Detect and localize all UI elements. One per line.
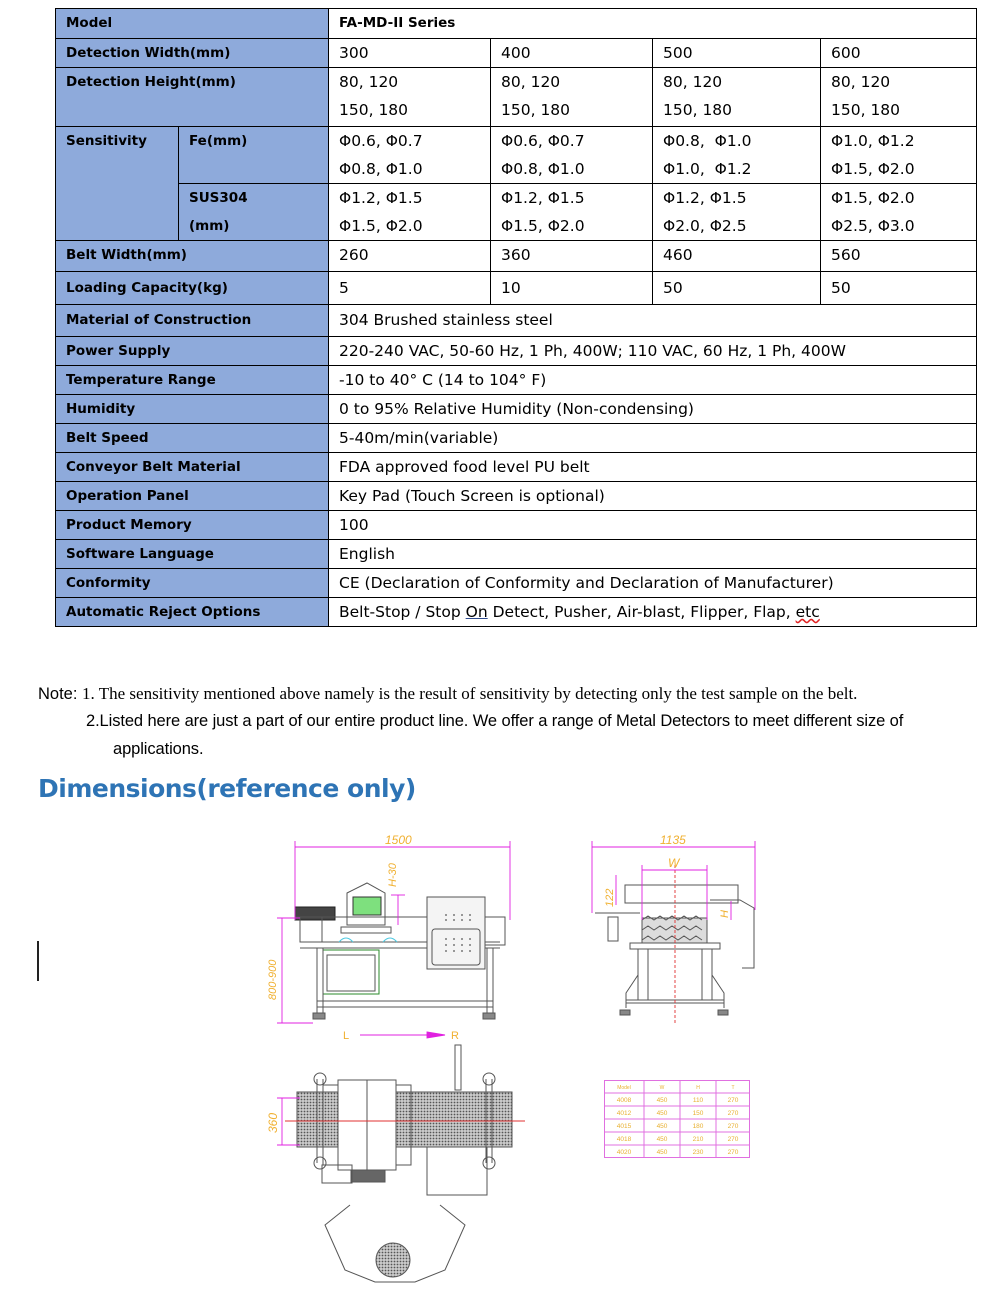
model-table-cell: 210 [692, 1136, 704, 1143]
line: SUS304 [189, 190, 248, 206]
label-sus304 [179, 184, 329, 241]
line: 80, 120 [663, 73, 723, 91]
line: Φ1.5, Φ2.0 [501, 217, 585, 235]
dim-belt-width: 360 [266, 1112, 280, 1133]
label-sensitivity: Sensitivity [56, 127, 179, 241]
spec-row [56, 453, 977, 482]
model-table-cell: 110 [692, 1097, 704, 1104]
spec-value: 5-40m/min(variable) [329, 424, 977, 453]
spec-value: 304 Brushed stainless steel [329, 305, 977, 337]
value-detection-width: 400 [491, 39, 653, 68]
model-table-cell: 4008 [616, 1097, 632, 1104]
line: 80, 120 [339, 73, 399, 91]
model-table-cell: 450 [656, 1097, 668, 1104]
model-table-header: W [659, 1085, 665, 1091]
model-table-header: H [696, 1085, 700, 1091]
model-table-cell: 4015 [616, 1123, 632, 1130]
line: Φ1.5, Φ2.0 [831, 160, 915, 178]
line: Φ1.2, Φ1.5 [339, 189, 423, 207]
spec-value: FDA approved food level PU belt [329, 453, 977, 482]
front-view-drawing [255, 825, 525, 1045]
line: Φ1.0, Φ1.2 [663, 160, 752, 178]
line: 150, 180 [831, 101, 901, 119]
row-detection-height [56, 68, 977, 127]
value-detection-width: 600 [821, 39, 977, 68]
model-table-cell: 4012 [616, 1110, 632, 1117]
model-table-cell: 450 [656, 1123, 668, 1130]
line: 80, 120 [831, 73, 891, 91]
model-table-cell: 450 [656, 1110, 668, 1117]
model-table-cell: 450 [656, 1136, 668, 1143]
dim-top-offset: 122 [604, 888, 616, 907]
note-1-text: 1. The sensitivity mentioned above namely is the result of sensitivity by detecting only the test sample on the belt. [82, 684, 858, 703]
spec-value: CE (Declaration of Conformity and Declaration of Manufacturer) [329, 569, 977, 598]
spec-value: Key Pad (Touch Screen is optional) [329, 482, 977, 511]
model-table-cell: 270 [727, 1110, 739, 1117]
line: Φ0.6, Φ0.7 [339, 132, 423, 150]
spec-label: Belt Speed [56, 424, 329, 453]
value-sus [653, 184, 821, 241]
row-sensitivity-fe [56, 127, 977, 184]
label-belt-width: Belt Width(mm) [56, 241, 329, 272]
value-detection-width: 300 [329, 39, 491, 68]
model-table-header: Model [617, 1085, 631, 1091]
line: 150, 180 [339, 101, 409, 119]
value-belt-width: 460 [653, 241, 821, 272]
line: Φ0.8, Φ1.0 [339, 160, 423, 178]
spec-label: Product Memory [56, 511, 329, 540]
value-fe [653, 127, 821, 184]
model-table-cell: 180 [692, 1123, 704, 1130]
value-detection-height [653, 68, 821, 127]
reject-text-underlined: On [465, 603, 488, 621]
model-table-cell: 4018 [616, 1136, 632, 1143]
value-detection-height [329, 68, 491, 127]
line: (mm) [189, 218, 230, 234]
note-prefix: Note: [38, 685, 83, 703]
value-sus [329, 184, 491, 241]
row-reject-options [56, 598, 977, 627]
spec-value [329, 598, 977, 627]
value-loading-capacity: 50 [821, 272, 977, 305]
dim-table-height: 800-900 [267, 959, 279, 1000]
spec-table [55, 8, 977, 627]
value-model: FA-MD-II Series [329, 9, 977, 39]
row-belt-width [56, 241, 977, 272]
line: 80, 120 [501, 73, 561, 91]
spec-row [56, 395, 977, 424]
value-sus [491, 184, 653, 241]
value-detection-width: 500 [653, 39, 821, 68]
row-detection-width [56, 39, 977, 68]
line: Φ0.8, Φ1.0 [501, 160, 585, 178]
line: Φ0.6, Φ0.7 [501, 132, 585, 150]
spell-check-word: etc [795, 603, 820, 621]
spec-value: -10 to 40° C (14 to 104° F) [329, 366, 977, 395]
spec-label: Conformity [56, 569, 329, 598]
note-2-line-1: 2.Listed here are just a part of our entire product line. We offer a range of Metal Detectors to meet different size of [86, 712, 904, 730]
line: Φ1.5, Φ2.0 [339, 217, 423, 235]
dim-length: 1500 [385, 833, 412, 847]
dim-depth: 1135 [660, 833, 686, 847]
line: 150, 180 [501, 101, 571, 119]
dim-height-offset: H-30 [387, 863, 399, 887]
model-table-cell: 270 [727, 1149, 739, 1156]
model-table-header: T [731, 1085, 735, 1091]
value-fe [329, 127, 491, 184]
dim-width: W [668, 856, 680, 870]
spec-label: Power Supply [56, 337, 329, 366]
spec-value: 0 to 95% Relative Humidity (Non-condensing) [329, 395, 977, 424]
model-table-cell: 150 [692, 1110, 704, 1117]
note-1 [38, 684, 857, 704]
note-2-line-2: applications. [113, 740, 204, 758]
value-belt-width: 260 [329, 241, 491, 272]
spec-row [56, 511, 977, 540]
spec-value: 220-240 VAC, 50-60 Hz, 1 Ph, 400W; 110 VAC, 60 Hz, 1 Ph, 400W [329, 337, 977, 366]
spec-row [56, 424, 977, 453]
spec-row [56, 305, 977, 337]
label-model: Model [56, 9, 329, 39]
dir-left: L [343, 1030, 350, 1042]
text-cursor [37, 941, 39, 981]
value-fe [491, 127, 653, 184]
value-detection-height [491, 68, 653, 127]
line: Φ2.0, Φ2.5 [663, 217, 747, 235]
value-belt-width: 360 [491, 241, 653, 272]
model-table-cell: 230 [692, 1149, 704, 1156]
dir-right: R [451, 1030, 459, 1042]
spec-label: Automatic Reject Options [56, 598, 329, 627]
value-belt-width: 560 [821, 241, 977, 272]
line: Φ1.0, Φ1.2 [831, 132, 915, 150]
model-table-cell: 270 [727, 1123, 739, 1130]
spec-value: English [329, 540, 977, 569]
line: Φ2.5, Φ3.0 [831, 217, 915, 235]
label-loading-capacity: Loading Capacity(kg) [56, 272, 329, 305]
spec-row [56, 337, 977, 366]
line: Φ1.5, Φ2.0 [831, 189, 915, 207]
line: Φ1.2, Φ1.5 [501, 189, 585, 207]
dim-height: H [719, 910, 731, 918]
spec-label: Software Language [56, 540, 329, 569]
spec-row [56, 482, 977, 511]
value-fe [821, 127, 977, 184]
reject-text: Detect, Pusher, Air-blast, Flipper, Flap, [487, 603, 796, 621]
spec-label: Humidity [56, 395, 329, 424]
top-view-drawing [255, 1035, 535, 1290]
side-view-drawing [580, 825, 770, 1035]
model-dimension-table [604, 1080, 750, 1160]
value-sus [821, 184, 977, 241]
model-table-cell: 450 [656, 1149, 668, 1156]
spec-row [56, 569, 977, 598]
value-loading-capacity: 50 [653, 272, 821, 305]
row-model [56, 9, 977, 39]
label-detection-width: Detection Width(mm) [56, 39, 329, 68]
spec-label: Material of Construction [56, 305, 329, 337]
spec-label: Conveyor Belt Material [56, 453, 329, 482]
row-sensitivity-sus [56, 184, 977, 241]
spec-label: Temperature Range [56, 366, 329, 395]
label-fe: Fe(mm) [179, 127, 329, 184]
spec-value: 100 [329, 511, 977, 540]
spec-row [56, 540, 977, 569]
model-table-cell: 270 [727, 1097, 739, 1104]
dimensions-heading: Dimensions(reference only) [38, 774, 416, 803]
spec-label: Operation Panel [56, 482, 329, 511]
model-table-cell: 270 [727, 1136, 739, 1143]
value-loading-capacity: 10 [491, 272, 653, 305]
spec-row [56, 366, 977, 395]
label-detection-height: Detection Height(mm) [56, 68, 329, 127]
value-loading-capacity: 5 [329, 272, 491, 305]
reject-text: Belt-Stop / Stop [339, 603, 466, 621]
line: Φ1.2, Φ1.5 [663, 189, 747, 207]
line: Φ0.8, Φ1.0 [663, 132, 752, 150]
line: 150, 180 [663, 101, 733, 119]
model-table-cell: 4020 [616, 1149, 632, 1156]
value-detection-height [821, 68, 977, 127]
row-loading-capacity [56, 272, 977, 305]
